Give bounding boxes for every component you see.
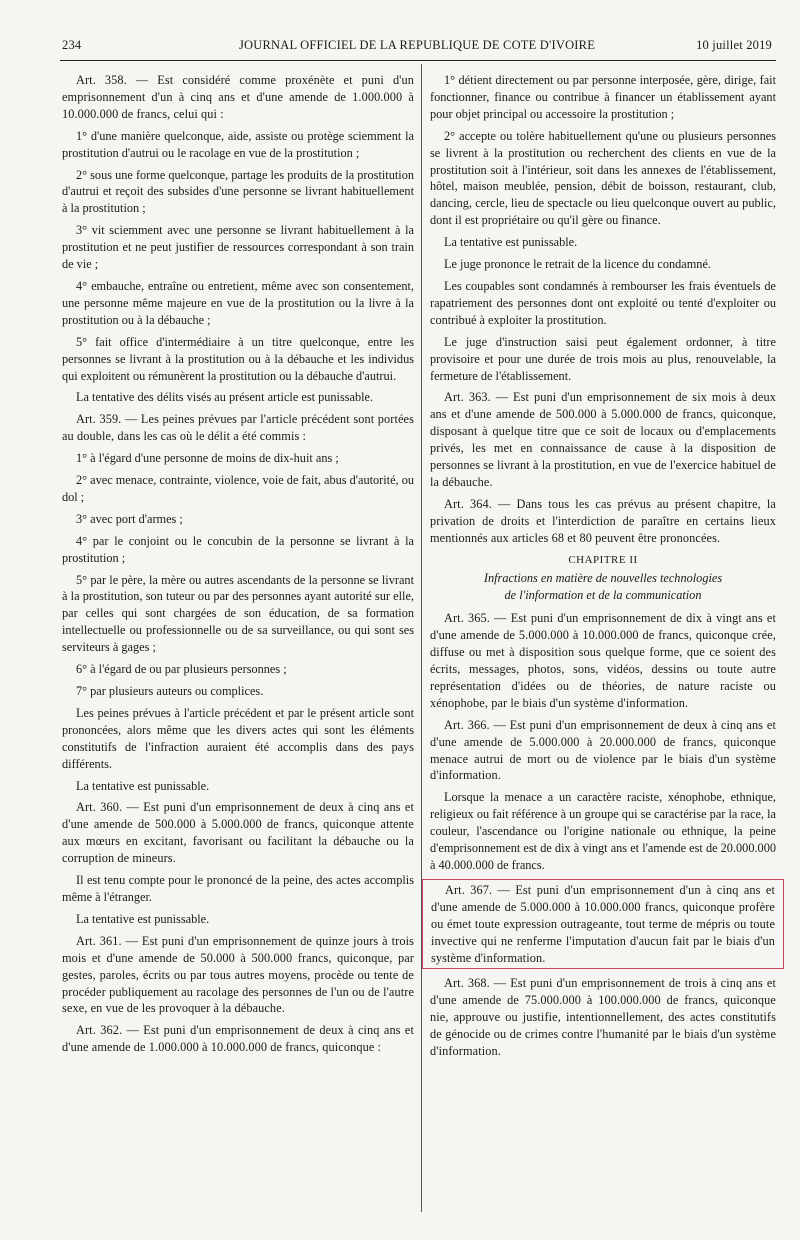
paragraph: Les coupables sont condamnés à rembourser les frais éventuels de rapatriement des personnes dont ont exploité ou tenté d'exploiter ou contribué à exploiter la prostitution. (430, 278, 776, 327)
paragraph: 2° avec menace, contrainte, violence, voie de fait, abus d'autorité, ou dol ; (62, 473, 414, 504)
paragraph: Lorsque la menace a un caractère raciste, xénophobe, ethnique, religieux ou fait référence à un groupe qui se caractérise par la race, la couleur, l'ascendance ou l'origine nationale ou ethnique, la peine d'emprisonnement est de dix à vingt ans et l'amende est de 20.000.000 à 40.000.000 de francs. (430, 790, 776, 872)
paragraph: Il est tenu compte pour le prononcé de la peine, des actes accomplis même à l'étranger. (62, 873, 414, 904)
paragraph: Art. 363. — Est puni d'un emprisonnement de six mois à deux ans et d'une amende de 500.000 à 5.000.000 de francs, quiconque, disposant à quelque titre que ce soit de locaux ou d'emplacements privés, les met en connaissance de cause à la disposition de personnes se livrant à la prostitution, en vue de l'exercice habituel de la débauche. (430, 390, 776, 489)
paragraph: Art. 364. — Dans tous les cas prévus au présent chapitre, la privation de droits et l'interdiction de paraître en certains lieux mentionnés aux articles 68 et 80 peuvent être prononcées. (430, 496, 776, 545)
paragraph: Art. 368. — Est puni d'un emprisonnement de trois à cinq ans et d'une amende de 75.000.000 à 100.000.000 de francs, quiconque nie, approuve ou justifie, intentionnellement, des actes constitutifs de génocide ou de crimes contre l'humanité par le biais d'un système d'information. (430, 976, 776, 1059)
paragraph: Le juge prononce le retrait de la licence du condamné. (444, 257, 711, 272)
paragraph: La tentative est punissable. (76, 911, 210, 926)
paragraph: Art. 361. — Est puni d'un emprisonnement de quinze jours à trois mois et d'une amende de 50.000 à 500.000 francs, quiconque, par gestes, paroles, écrits ou par tous autres moyens, procède ou tente de procéder publiquement au racolage des personnes de l'un ou de l'autre sexe, en vue de les provoquer à la débauche. (62, 933, 414, 1016)
chapter-title-line2: de l'information et de la communication (504, 588, 702, 603)
paragraph: Art. 362. — Est puni d'un emprisonnement de deux à cinq ans et d'une amende de 1.000.000 à 10.000.000 de francs, quiconque : (62, 1023, 414, 1055)
issue-date: 10 juillet 2019 (696, 38, 772, 52)
paragraph: 1° à l'égard d'une personne de moins de dix-huit ans ; (76, 451, 339, 466)
paragraph: 1° détient directement ou par personne interposée, gère, dirige, fait fonctionner, finance ou contribue à financer un établissement ayant pour objet principal ou accessoire la prostitution ; (430, 73, 776, 121)
page-number: 234 (62, 38, 82, 52)
paragraph: 1° d'une manière quelconque, aide, assiste ou protège sciemment la prostitution d'autrui ou le racolage en vue de la prostitution ; (62, 128, 414, 160)
paragraph: Art. 358. — Est considéré comme proxénète et puni d'un emprisonnement d'un à cinq ans et d'une amende de 1.000.000 à 10.000.000 de francs, celui qui : (62, 73, 414, 121)
paragraph: Art. 360. — Est puni d'un emprisonnement de deux à cinq ans et d'une amende de 500.000 à 5.000.000 de francs, quiconque attente aux mœurs en excitant, favorisant ou facilitant la débauche ou la corruption de mineurs. (62, 800, 414, 866)
paragraph: Art. 366. — Est puni d'un emprisonnement de deux à cinq ans et d'une amende de 5.000.000 à 20.000.000 de francs, quiconque menace autrui de mort ou de violence par le biais d'un système d'information. (430, 717, 776, 783)
paragraph: 4° embauche, entraîne ou entretient, même avec son consentement, une personne même majeure en vue de la prostitution ou la livre à la prostitution ou à la débauche ; (62, 278, 414, 327)
page-header (62, 38, 772, 58)
paragraph: Le juge d'instruction saisi peut également ordonner, à titre provisoire et pour une durée de trois mois au plus, renouvelable, la fermeture de l'établissement. (430, 334, 776, 383)
chapter-title (430, 570, 776, 604)
highlighted-article: Art. 367. — Est puni d'un emprisonnement d'un à cinq ans et d'une amende de 5.000.000 à 10.000.000 francs, quiconque profère ou émet toute expression outrageante, tout terme de mépris ou toute invective qui ne renferme l'imputation d'aucun fait par le biais d'un système d'information. (431, 882, 775, 965)
header-rule (60, 60, 776, 61)
chapter-label: CHAPITRE II (568, 553, 638, 566)
left-column (62, 72, 414, 1061)
paragraph: 6° à l'égard de ou par plusieurs personnes ; (76, 662, 287, 677)
journal-title: JOURNAL OFFICIEL DE LA REPUBLIQUE DE COTE D'IVOIRE (238, 38, 596, 52)
paragraph: 5° par le père, la mère ou autres ascendants de la personne se livrant à la prostitution, son tuteur ou par des personnes ayant autorité sur elle, par celles qui sont chargées de son éducation, de sa formation intellectuelle ou professionnelle ou de sa surveillance, ou qui sont ses serviteurs à gages ; (62, 572, 414, 655)
paragraph: La tentative des délits visés au présent article est punissable. (76, 390, 374, 405)
paragraph: 7° par plusieurs auteurs ou complices. (76, 684, 264, 698)
column-divider (421, 64, 422, 1212)
highlighted-article-box (422, 879, 784, 970)
paragraph: 5° fait office d'intermédiaire à un titre quelconque, entre les personnes se livrant à la prostitution ou à la débauche et les individus qui exploitent ou rémunèrent la prostitution ou la débauche d'autrui. (62, 334, 414, 383)
paragraph: 3° vit sciemment avec une personne se livrant habituellement à la prostitution et ne peut justifier de ressources correspondant à son train de vie ; (62, 223, 414, 272)
paragraph: La tentative est punissable. (76, 778, 210, 793)
chapter-title-line1: Infractions en matière de nouvelles technologies (483, 571, 723, 586)
paragraph: La tentative est punissable. (444, 235, 578, 250)
paragraph: Art. 365. — Est puni d'un emprisonnement de dix à vingt ans et d'une amende de 5.000.000 à 10.000.000 de francs, quiconque crée, diffuse ou met à disposition sous quelque forme, que ce soient des écrits, messages, photos, sons, vidéos, dessins ou toute autre représentation d'idées ou de théories, de nature raciste ou xénophobe, par le biais d'un système d'information. (430, 611, 776, 710)
right-column (430, 72, 776, 1065)
paragraph: 2° sous une forme quelconque, partage les produits de la prostitution d'autrui et reçoit des subsides d'une personne se livrant habituellement à la prostitution ; (62, 167, 414, 216)
paragraph: 4° par le conjoint ou le concubin de la personne se livrant à la prostitution ; (62, 533, 414, 565)
paragraph: Art. 359. — Les peines prévues par l'article précédent sont portées au double, dans les cas où le délit a été commis : (62, 412, 414, 444)
paragraph: Les peines prévues à l'article précédent et par le présent article sont prononcées, alors même que les divers actes qui sont les éléments constitutifs de l'infraction auraient été accomplis dans des pays différents. (62, 705, 414, 771)
paragraph: 3° avec port d'armes ; (76, 511, 183, 526)
paragraph: 2° accepte ou tolère habituellement qu'une ou plusieurs personnes se livrent à la prostitution ou recherchent des clients en vue de la prostitution soit à l'intérieur, soit dans les annexes de l'établissement, hôtel, maison meublée, pension, débit de boisson, restaurant, club, dancing, cercle, lieu de spectacle ou lieu quelconque ouvert au public, dont il est propriétaire ou qu'il gère ou finance. (430, 128, 776, 228)
